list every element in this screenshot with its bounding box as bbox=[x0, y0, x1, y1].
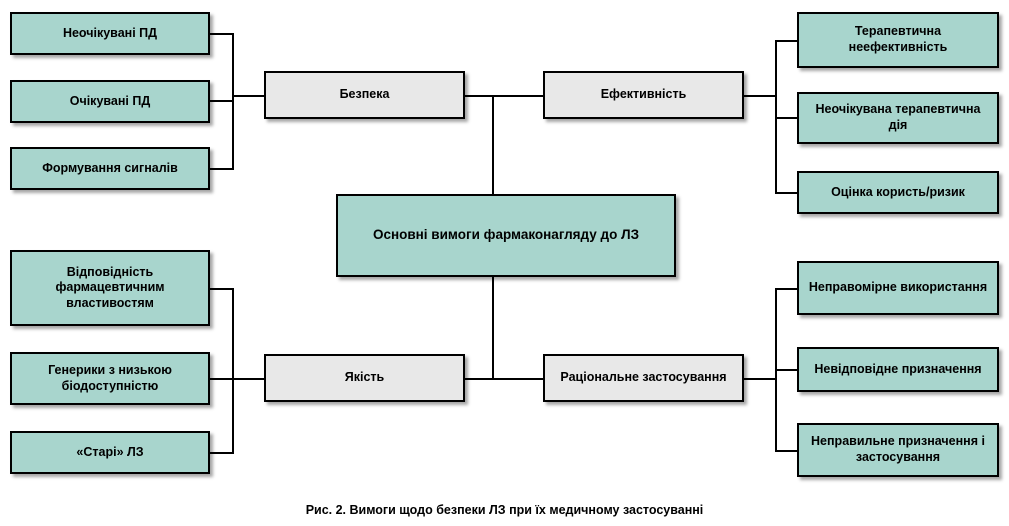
connector bbox=[232, 95, 264, 97]
leaf-label: Терапевтична неефективність bbox=[848, 24, 948, 54]
category-efficacy[interactable] bbox=[543, 71, 744, 119]
connector bbox=[210, 452, 234, 454]
category-quality[interactable] bbox=[264, 354, 465, 402]
category-label: Безпека bbox=[339, 87, 390, 102]
leaf-rational-use-2[interactable] bbox=[797, 347, 999, 392]
connector bbox=[775, 288, 797, 290]
connector bbox=[232, 288, 234, 454]
category-label: Ефективність bbox=[600, 87, 687, 102]
leaf-label: Неправильне призначення і застосування bbox=[811, 434, 985, 464]
leaf-quality-3[interactable] bbox=[10, 431, 210, 474]
leaf-efficacy-3[interactable] bbox=[797, 171, 999, 214]
connector bbox=[232, 33, 234, 170]
leaf-rational-use-1[interactable] bbox=[797, 261, 999, 315]
connector bbox=[492, 95, 494, 194]
leaf-rational-use-3[interactable] bbox=[797, 423, 999, 477]
connector bbox=[775, 192, 797, 194]
leaf-safety-1[interactable] bbox=[10, 12, 210, 55]
connector bbox=[775, 117, 797, 119]
connector bbox=[465, 95, 543, 97]
leaf-efficacy-1[interactable] bbox=[797, 12, 999, 68]
leaf-label: Оцінка користь/ризик bbox=[831, 184, 965, 199]
center-label: Основні вимоги фармаконагляду до ЛЗ bbox=[372, 227, 640, 243]
connector bbox=[775, 450, 797, 452]
connector bbox=[210, 288, 234, 290]
leaf-quality-2[interactable] bbox=[10, 352, 210, 405]
center-node[interactable] bbox=[336, 194, 676, 277]
leaf-label: Неправомірне використання bbox=[808, 280, 988, 295]
leaf-label: Невідповідне призначення bbox=[814, 361, 982, 376]
figure-caption: Рис. 2. Вимоги щодо безпеки ЛЗ при їх медичному застосуванні bbox=[305, 503, 704, 517]
leaf-label: Неочікувана терапевтична дія bbox=[815, 102, 981, 132]
leaf-safety-3[interactable] bbox=[10, 147, 210, 190]
leaf-quality-1[interactable] bbox=[10, 250, 210, 326]
leaf-safety-2[interactable] bbox=[10, 80, 210, 123]
connector bbox=[744, 95, 776, 97]
leaf-label: Неочікувані ПД bbox=[62, 25, 158, 40]
leaf-label: Генерики з низькою біодоступністю bbox=[48, 362, 172, 393]
leaf-efficacy-2[interactable] bbox=[797, 92, 999, 144]
connector bbox=[775, 40, 797, 42]
category-safety[interactable] bbox=[264, 71, 465, 119]
category-rational-use[interactable] bbox=[543, 354, 744, 402]
connector bbox=[465, 378, 543, 380]
connector bbox=[210, 100, 234, 102]
connector bbox=[232, 378, 264, 380]
leaf-label: «Старі» ЛЗ bbox=[76, 444, 144, 459]
connector bbox=[210, 33, 234, 35]
connector bbox=[210, 378, 234, 380]
connector bbox=[744, 378, 776, 380]
category-label: Раціональне застосування bbox=[560, 370, 727, 385]
connector bbox=[492, 277, 494, 379]
leaf-label: Відповідність фармацевтичним властивостям bbox=[55, 264, 165, 310]
connector bbox=[210, 168, 234, 170]
category-label: Якість bbox=[344, 370, 385, 385]
leaf-label: Очікувані ПД bbox=[69, 93, 151, 108]
leaf-label: Формування сигналів bbox=[42, 160, 178, 175]
connector bbox=[775, 369, 797, 371]
